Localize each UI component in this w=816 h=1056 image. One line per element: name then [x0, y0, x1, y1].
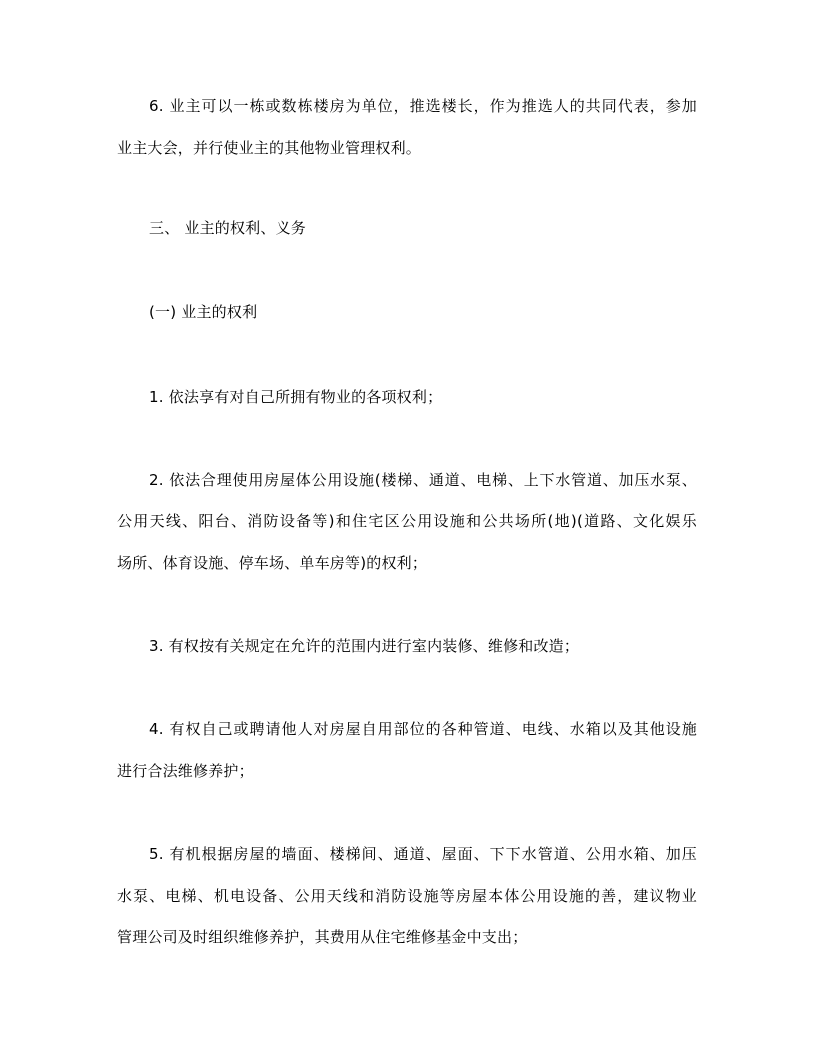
paragraph-item-1: 1. 依法享有对自己所拥有物业的各项权利；: [149, 388, 443, 406]
paragraph-item-2-line-3: 场所、体育设施、停车场、单车房等)的权利；: [117, 554, 428, 572]
paragraph-item-3: 3. 有权按有关规定在允许的范围内进行室内装修、维修和改造；: [149, 637, 580, 655]
paragraph-item-5-line-1: 5. 有机根据房屋的墙面、楼梯间、通道、屋面、下下水管道、公用水箱、加压: [149, 845, 697, 863]
section-heading-3: 三、 业主的权利、义务: [149, 219, 306, 237]
paragraph-item-2-line-2: 公用天线、阳台、消防设备等)和住宅区公用设施和公共场所(地)(道路、文化娱乐: [117, 512, 697, 530]
paragraph-item-5-line-3: 管理公司及时组织维修养护，其费用从住宅维修基金中支出；: [117, 928, 528, 946]
paragraph-item-6-line-1: 6. 业主可以一栋或数栋楼房为单位，推选楼长，作为推选人的共同代表，参加: [149, 97, 697, 115]
paragraph-item-4-line-2: 进行合法维修养护；: [117, 762, 254, 780]
paragraph-item-5-line-2: 水泵、电梯、机电设备、公用天线和消防设施等房屋本体公用设施的善，建议物业: [117, 887, 697, 905]
paragraph-item-6-line-2: 业主大会，并行使业主的其他物业管理权利。: [117, 139, 422, 157]
paragraph-item-4-line-1: 4. 有权自己或聘请他人对房屋自用部位的各种管道、电线、水箱以及其他设施: [149, 720, 697, 738]
paragraph-item-2-line-1: 2. 依法合理使用房屋体公用设施(楼梯、通道、电梯、上下水管道、加压水泵、: [149, 471, 697, 489]
subsection-heading-3-1: (一) 业主的权利: [149, 303, 258, 321]
